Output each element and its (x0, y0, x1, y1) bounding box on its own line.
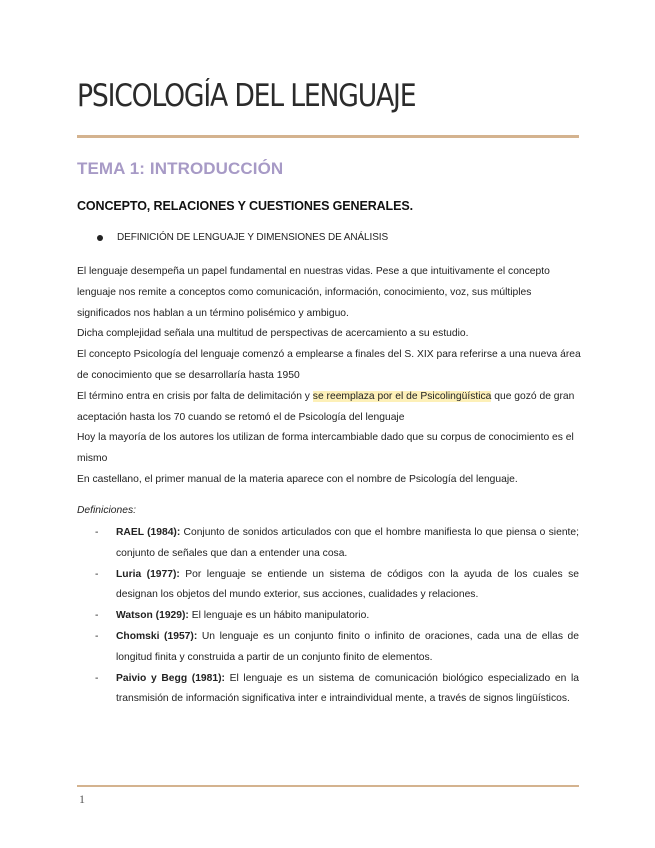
highlighted-text: se reemplaza por el de Psicolingüística (312, 390, 492, 402)
paragraph: Dicha complejidad señala una multitud de perspectivas de acercamiento a su estudio. (77, 328, 469, 340)
definition-item (77, 669, 579, 711)
paragraph: En castellano, el primer manual de la materia aparece con el nombre de Psicología del lenguaje. (77, 473, 518, 485)
paragraph: El lenguaje desempeña un papel fundamental en nuestras vidas. Pese a que intuitivamente el concepto lenguaje nos remite a conceptos como comunicación, información, conocimiento, voz, sus múltiples significados nos hablan a un término polisémico y ambiguo. (77, 266, 550, 319)
paragraph-crisis-before: El término entra en crisis por falta de delimitación y (77, 390, 313, 402)
paragraph: Hoy la mayoría de los autores los utilizan de forma intercambiable dado que su corpus de conocimiento es el mismo (77, 432, 574, 465)
dash-marker: - (95, 527, 99, 538)
dash-marker: - (95, 672, 99, 684)
definition-item (77, 523, 579, 565)
definition-text: Por lenguaje se entiende un sistema de códigos con la ayuda de los cuales se designan los objetos del mundo exterior, sus acciones, cualidades y relaciones. (116, 568, 579, 601)
subtitle: CONCEPTO, RELACIONES Y CUESTIONES GENERALES. (77, 199, 413, 213)
body-text (77, 262, 581, 491)
definition-item (77, 606, 579, 627)
definition-author: Chomski (1957): (116, 630, 198, 642)
definition-text: El lenguaje es un sistema de comunicación biológico especializado en la transmisión de información significativa inter e intraindividual mente, a través de signos lingüísticos. (116, 672, 579, 705)
definition-text: Conjunto de sonidos articulados con que el hombre manifiesta lo que piensa o siente; conjunto de señales que dan a entender una cosa. (116, 527, 579, 559)
title-divider (77, 135, 579, 138)
dash-marker: - (95, 568, 99, 580)
definition-author: RAEL (1984): (116, 527, 181, 538)
definition-author: Paivio y Begg (1981): (116, 672, 225, 684)
paragraph: El concepto Psicología del lenguaje comenzó a emplearse a finales del S. XIX para referirse a una nueva área de conocimiento que se desarrollaría hasta 1950 (77, 349, 581, 381)
definition-item (77, 565, 579, 607)
paragraph-crisis (77, 387, 581, 429)
paragraph-crisis-after: que gozó de gran aceptación hasta los 70 cuando se retomó el de Psicología del lenguaje (77, 390, 575, 423)
definition-author: Watson (1929): (116, 610, 189, 622)
dash-marker: - (95, 610, 99, 622)
page-title: PSICOLOGÍA DEL LENGUAJE (77, 78, 416, 114)
definition-author: Luria (1977): (116, 568, 180, 580)
bullet-dot-icon (97, 235, 103, 241)
definitions-list (77, 523, 579, 710)
definition-item (77, 627, 579, 669)
footer-divider (77, 785, 579, 787)
definition-text: Un lenguaje es un conjunto finito o infinito de oraciones, cada una de ellas de longitud finita y construida a partir de un conjunto finito de elementos. (116, 630, 580, 663)
bullet-label: DEFINICIÓN DE LENGUAJE Y DIMENSIONES DE ANÁLISIS (117, 232, 389, 243)
section-title: TEMA 1: INTRODUCCIÓN (77, 159, 284, 178)
page-number: 1 (79, 792, 85, 806)
dash-marker: - (95, 630, 99, 642)
definitions-label: Definiciones: (77, 505, 136, 516)
definition-text: El lenguaje es un hábito manipulatorio. (188, 610, 370, 622)
